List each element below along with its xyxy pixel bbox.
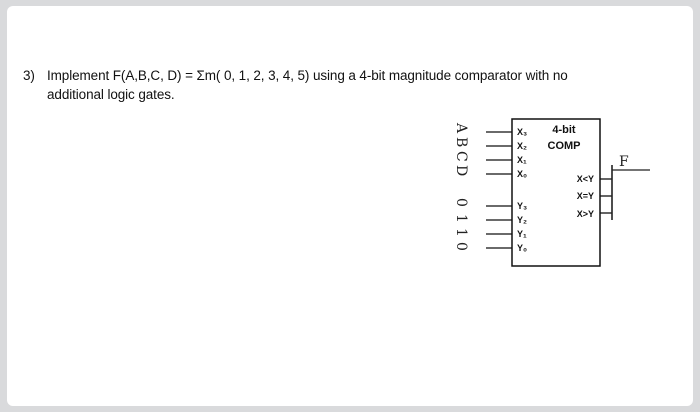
handwritten-output-label: F — [619, 154, 629, 170]
y0-pin-label: Y₀ — [517, 243, 528, 253]
handwritten-label-y3: 0 — [453, 198, 469, 207]
output-eq-label: X=Y — [576, 191, 594, 201]
y3-pin-label: Y₃ — [517, 201, 528, 211]
handwritten-y-labels — [453, 198, 469, 251]
question-line-2: additional logic gates. — [47, 87, 175, 102]
x3-pin-label: X₃ — [517, 127, 528, 137]
handwritten-label-y2: 1 — [453, 214, 469, 223]
handwritten-x-labels — [453, 122, 469, 176]
output-gt-label: X>Y — [576, 209, 594, 219]
handwritten-label-y0: 0 — [453, 242, 469, 251]
output-lt-label: X<Y — [576, 174, 594, 184]
y2-pin-label: Y₂ — [517, 215, 528, 225]
x1-pin-label: X₁ — [517, 155, 527, 165]
x2-pin-label: X₂ — [517, 141, 528, 151]
question-line-1: Implement F(A,B,C, D) = Σm( 0, 1, 2, 3, 4, 5) using a 4-bit magnitude comparator with no — [47, 68, 568, 83]
handwritten-label-y1: 1 — [453, 228, 469, 237]
handwritten-label-a: A — [453, 123, 469, 134]
y1-pin-label: Y₁ — [517, 229, 527, 239]
handwritten-label-b: B — [453, 137, 469, 148]
comparator-title-line-1: 4-bit — [552, 124, 576, 136]
handwritten-label-d: D — [453, 165, 469, 177]
handwritten-label-c: C — [453, 151, 469, 162]
comparator-title-line-2: COMP — [547, 140, 581, 152]
x0-pin-label: X₀ — [517, 169, 528, 179]
question-number: 3) — [23, 68, 35, 83]
